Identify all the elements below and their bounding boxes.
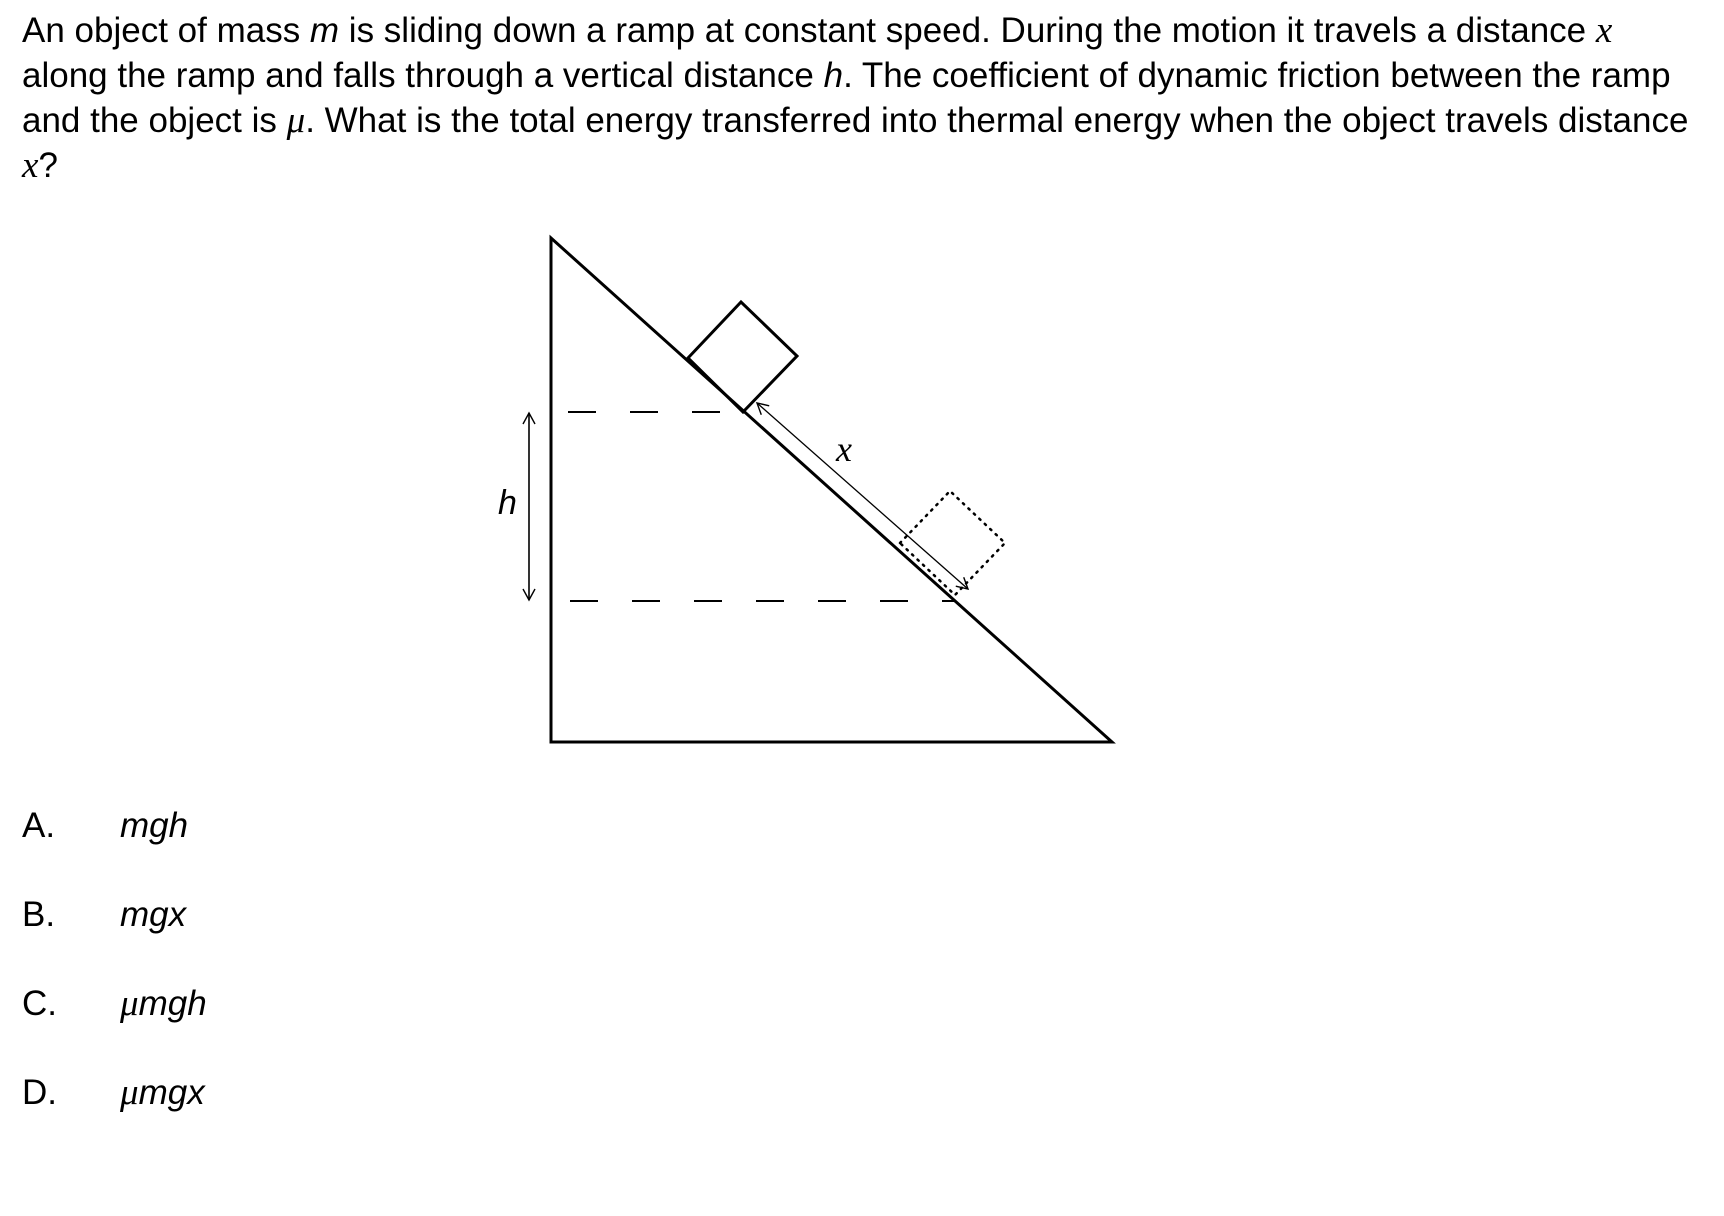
height-label: h <box>498 484 517 522</box>
distance-variable-2: x <box>22 145 39 186</box>
option-c-text <box>120 984 207 1024</box>
block-start <box>688 302 797 412</box>
option-b-text <box>120 895 186 935</box>
option-d-prefix: μ <box>120 1072 139 1113</box>
question-part-5: . What is the total energy transferred into thermal energy when the object travels distance <box>305 101 1689 140</box>
option-c-expression: mgh <box>138 984 207 1023</box>
distance-label: x <box>836 429 852 469</box>
distance-arrow <box>757 403 968 589</box>
height-variable: h <box>823 56 844 95</box>
friction-coefficient-variable: μ <box>286 100 306 141</box>
option-a-text <box>120 806 188 846</box>
option-a-letter: A. <box>22 806 56 845</box>
option-d-text <box>120 1073 205 1113</box>
question-part-3: along the ramp and falls through a vertical distance <box>22 56 824 95</box>
option-a-expression: mgh <box>120 806 189 845</box>
mass-variable: m <box>309 11 340 50</box>
option-d-letter: D. <box>22 1073 57 1112</box>
option-c-prefix: μ <box>120 983 139 1024</box>
option-d-expression: mgx <box>138 1073 205 1112</box>
ramp-triangle <box>551 238 1112 742</box>
distance-variable: x <box>1595 10 1613 51</box>
option-b-expression: mgx <box>120 895 187 934</box>
question-part-2: is sliding down a ramp at constant speed. During the motion it travels a distance <box>339 11 1596 50</box>
option-b-letter: B. <box>22 895 56 934</box>
option-c-letter: C. <box>22 984 57 1023</box>
question-part-1: An object of mass <box>22 11 310 50</box>
question-part-4: . The coefficient of dynamic friction between the ramp and the object is <box>22 56 1671 140</box>
question-part-6: ? <box>38 146 58 185</box>
